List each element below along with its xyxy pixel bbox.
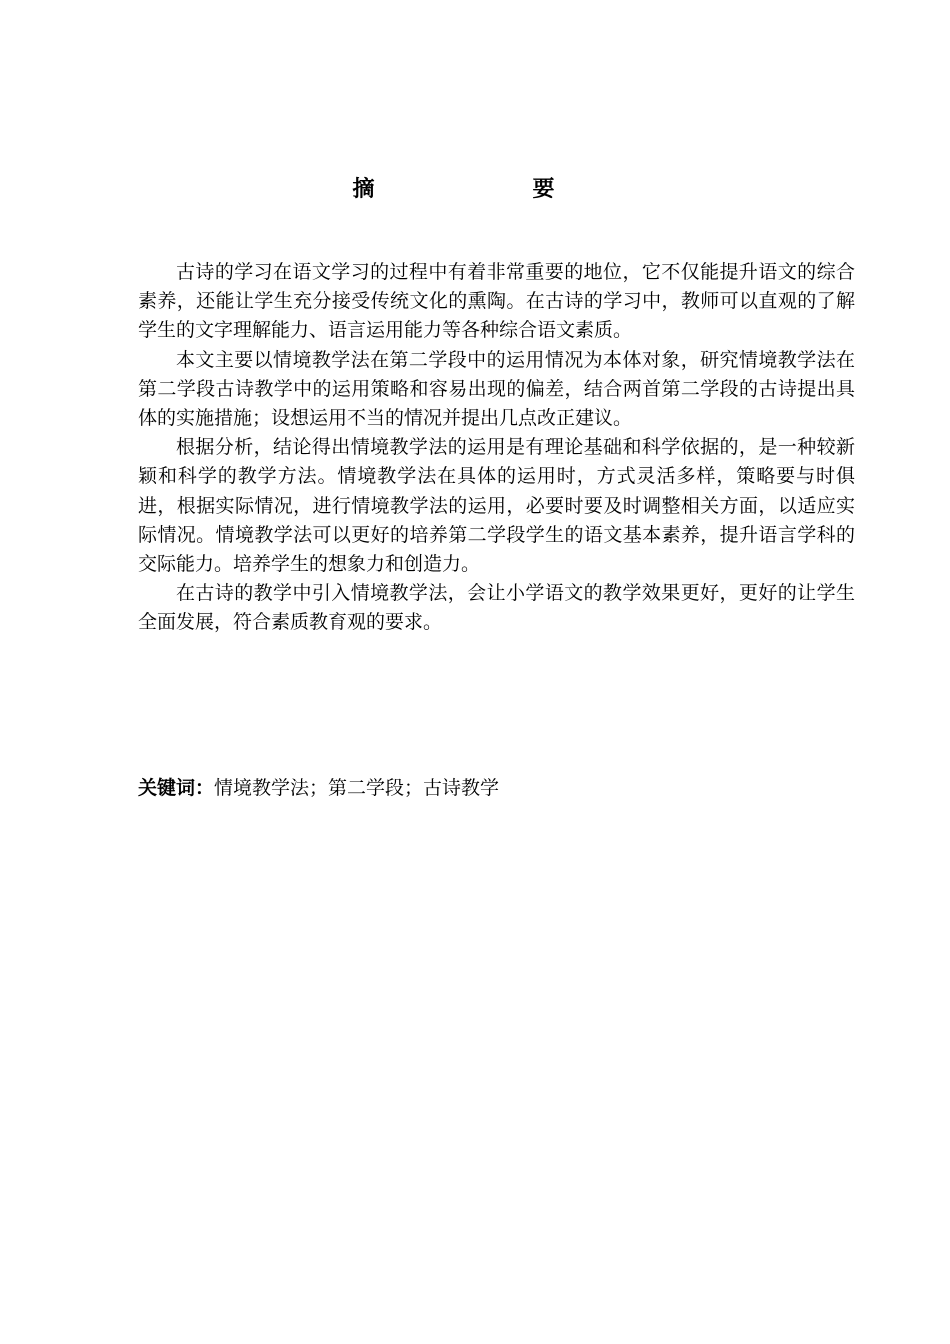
abstract-paragraph-4: 在古诗的教学中引入情境教学法，会让小学语文的教学效果更好，更好的让学生全面发展，符合素质教育观的要求。	[138, 582, 855, 634]
keywords-label: 关键词：	[138, 777, 215, 799]
abstract-paragraph-3: 根据分析，结论得出情境教学法的运用是有理论基础和科学依据的，是一种较新颖和科学的教学方法。情境教学法在具体的运用时，方式灵活多样，策略要与时俱进，根据实际情况，进行情境教学法的运用，必要时要及时调整相关方面，以适应实际情况。情境教学法可以更好的培养第二学段学生的语文基本素养，提升语言学科的交际能力。培养学生的想象力和创造力。	[138, 436, 855, 576]
abstract-title: 摘 要	[352, 177, 623, 202]
keywords-line	[138, 773, 855, 803]
keywords-value: 情境教学法；第二学段；古诗教学	[214, 777, 500, 799]
abstract-body	[138, 258, 855, 638]
abstract-paragraph-2: 本文主要以情境教学法在第二学段中的运用情况为本体对象，研究情境教学法在第二学段古诗教学中的运用策略和容易出现的偏差，结合两首第二学段的古诗提出具体的实施措施；设想运用不当的情况并提出几点改正建议。	[138, 348, 855, 430]
abstract-paragraph-1: 古诗的学习在语文学习的过程中有着非常重要的地位，它不仅能提升语文的综合素养，还能让学生充分接受传统文化的熏陶。在古诗的学习中，教师可以直观的了解学生的文字理解能力、语言运用能力等各种综合语文素质。	[138, 261, 855, 342]
